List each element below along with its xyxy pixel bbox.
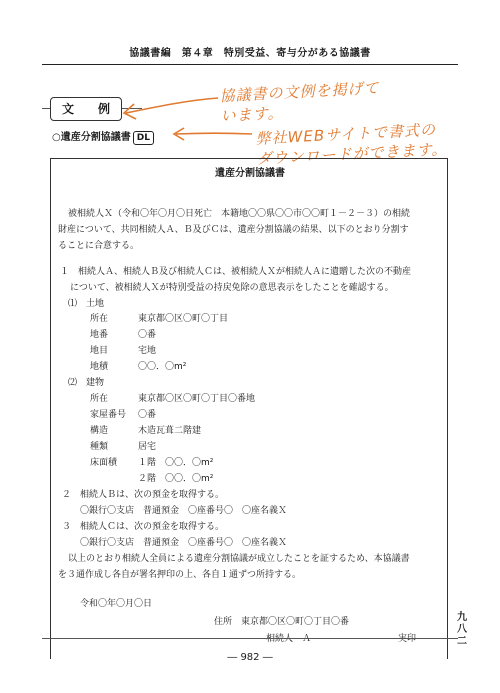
- closing-line: 以上のとおり相続人全員による遺産分割協議が成立したことを証するため、本協議書: [68, 554, 410, 564]
- building-key: 床面積: [90, 458, 118, 468]
- annotation-line: 協議書の文例を掲げて: [219, 78, 380, 106]
- item-1-line: １ 相続人Ａ、相続人Ｂ及び相続人Ｃは、被相続人Ｘが相続人Ａに遺贈した次の不動産: [60, 267, 412, 277]
- footer-rule: [42, 638, 458, 639]
- land-label: ⑴ 土地: [68, 299, 105, 309]
- section-label-box: [50, 97, 122, 121]
- intro-line: 財産について、共同相続人Ａ、Ｂ及びＣは、遺産分割協議の結果、以下のとおり分割す: [58, 225, 409, 235]
- arrow-to-download-icon: [176, 133, 252, 134]
- land-key: 所在: [90, 314, 109, 324]
- side-page-number: [456, 612, 468, 648]
- seal-label: 実印: [398, 634, 417, 644]
- side-page-number-text: 九 八 二: [457, 612, 467, 647]
- building-key: 家屋番号: [90, 410, 127, 420]
- form-heading: [52, 128, 154, 145]
- download-tag[interactable]: DL: [133, 131, 154, 145]
- page-number: ― 982 ―: [227, 652, 273, 663]
- arrowhead-icon: [124, 104, 136, 119]
- building-key: 所在: [90, 394, 109, 404]
- item-1-line: について、被相続人Ｘが特別受益の持戻免除の意思表示をしたことを確認する。: [70, 283, 394, 293]
- arrow-to-section-icon: [126, 98, 218, 113]
- land-key: 地積: [90, 362, 109, 372]
- building-value: ２階 〇〇．〇m²: [138, 474, 214, 484]
- building-value: 〇番: [138, 410, 157, 420]
- building-key: 種類: [90, 442, 109, 452]
- land-value: 宅地: [138, 346, 157, 356]
- building-value: 木造瓦葺二階建: [138, 426, 202, 436]
- signer-name: 相続人 Ａ: [266, 634, 312, 644]
- intro-line: 被相続人Ｘ（令和〇年〇月〇日死亡 本籍地〇〇県〇〇市〇〇町１－２－３）の相続: [68, 209, 411, 219]
- signer-address: 住所 東京都〇区〇町〇丁目〇番: [214, 617, 350, 627]
- annotation-line: います。: [220, 103, 284, 126]
- document-title: 遺産分割協議書: [215, 168, 285, 179]
- item-3-line: ３ 相続人Ｃは、次の預金を取得する。: [62, 522, 225, 532]
- item-2-line: ２ 相続人Ｂは、次の預金を取得する。: [62, 490, 225, 500]
- building-value: １階 〇〇．〇m²: [138, 458, 214, 468]
- building-label: ⑵ 建物: [68, 378, 105, 388]
- header-rule: [42, 64, 458, 65]
- land-key: 地目: [90, 346, 109, 356]
- intro-line: ることに合意する。: [58, 241, 140, 251]
- building-value: 居宅: [138, 442, 157, 452]
- land-value: 〇番: [138, 330, 157, 340]
- section-label: 文 例: [61, 102, 116, 116]
- form-heading-text: ○遺産分割協議書: [52, 132, 131, 143]
- building-key: 構造: [90, 426, 109, 436]
- closing-line: を３通作成し各自が署名押印の上、各自１通ずつ所持する。: [58, 570, 302, 580]
- document-date: 令和〇年〇月〇日: [80, 599, 153, 609]
- annotation-line: ダウンロードができます。: [256, 140, 448, 168]
- item-3-line: 〇銀行〇支店 普通預金 〇座番号〇 〇座名義Ｘ: [80, 538, 288, 548]
- land-value: 〇〇．〇m²: [138, 362, 187, 372]
- running-header: 協議書編 第４章 特別受益、寄与分がある協議書: [129, 48, 371, 59]
- building-value: 東京都〇区〇町〇丁目〇番地: [138, 394, 256, 404]
- item-2-line: 〇銀行〇支店 普通預金 〇座番号〇 〇座名義Ｘ: [80, 506, 288, 516]
- land-key: 地番: [90, 330, 109, 340]
- land-value: 東京都〇区〇町〇丁目: [138, 314, 229, 324]
- annotation-sample-note: [219, 78, 381, 126]
- annotation-line: 弊社WEBサイトで書式の: [255, 120, 437, 148]
- arrowhead-icon: [174, 128, 184, 140]
